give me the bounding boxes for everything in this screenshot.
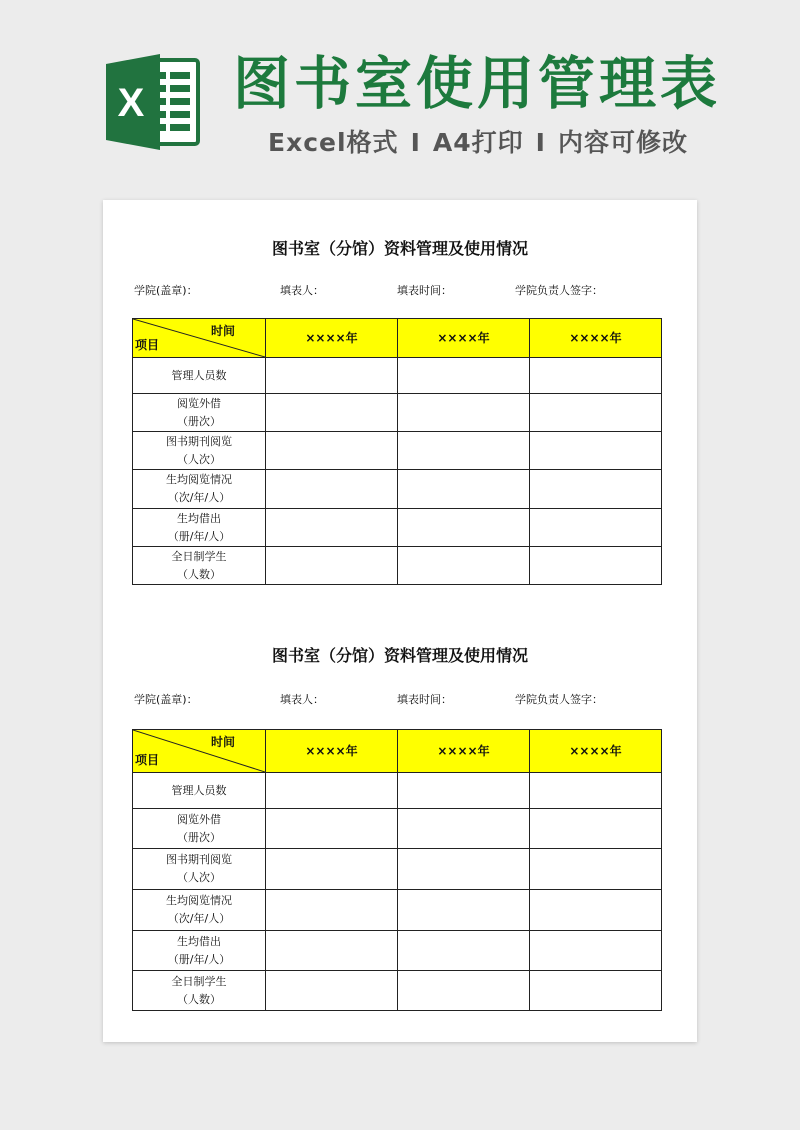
corner-time-label: 时间 — [210, 324, 235, 338]
data-cell[interactable] — [398, 547, 530, 585]
data-cell[interactable] — [398, 394, 530, 432]
row-label-unit: （册次） — [177, 414, 221, 428]
data-cell[interactable] — [398, 890, 530, 931]
row-label-unit: （册次） — [177, 830, 221, 844]
section-title: 图书室（分馆）资料管理及使用情况 — [271, 239, 528, 258]
corner-cell — [133, 730, 266, 773]
data-cell[interactable] — [530, 890, 662, 931]
year-column-header: ××××年 — [530, 319, 662, 358]
table-row — [133, 809, 662, 849]
row-label — [133, 890, 266, 931]
data-cell[interactable] — [398, 931, 530, 971]
row-label-unit: （人数） — [177, 992, 221, 1006]
data-cell[interactable] — [398, 358, 530, 394]
data-cell[interactable] — [266, 890, 398, 931]
header-banner — [0, 0, 800, 190]
row-label — [133, 849, 266, 890]
row-label — [133, 547, 266, 585]
data-cell[interactable] — [530, 547, 662, 585]
table-row — [133, 971, 662, 1011]
row-label-line: 生均借出 — [177, 511, 221, 525]
row-label-unit: （次/年/人） — [167, 912, 231, 925]
data-cell[interactable] — [398, 849, 530, 890]
excel-icon-letter: X — [117, 81, 145, 125]
page-title: 图书室使用管理表 — [233, 51, 721, 117]
table-row — [133, 547, 662, 585]
table-row — [133, 890, 662, 931]
data-cell[interactable] — [266, 971, 398, 1011]
data-cell[interactable] — [266, 849, 398, 890]
subtitle-editable: 内容可修改 — [557, 128, 688, 157]
data-cell[interactable] — [530, 394, 662, 432]
data-cell[interactable] — [266, 809, 398, 849]
fill-date-label: 填表时间： — [397, 284, 452, 297]
corner-time-label: 时间 — [210, 735, 235, 749]
data-cell[interactable] — [398, 809, 530, 849]
data-cell[interactable] — [398, 509, 530, 547]
row-label — [133, 809, 266, 849]
row-label-line: 图书期刊阅览 — [166, 853, 232, 866]
college-seal-label: 学院(盖章)： — [134, 284, 198, 297]
page-subtitle — [268, 126, 688, 160]
table-header-row — [133, 319, 662, 358]
document-sheet — [103, 200, 697, 1042]
row-label-unit: （次/年/人） — [167, 491, 231, 504]
year-column-header: ××××年 — [266, 319, 398, 358]
row-label — [133, 358, 266, 394]
row-label-line: 全日制学生 — [171, 549, 227, 563]
row-label — [133, 971, 266, 1011]
data-cell[interactable] — [266, 358, 398, 394]
row-label — [133, 931, 266, 971]
data-cell[interactable] — [398, 971, 530, 1011]
row-label-line: 管理人员数 — [171, 368, 227, 382]
table-row — [133, 849, 662, 890]
data-cell[interactable] — [530, 809, 662, 849]
data-cell[interactable] — [266, 432, 398, 470]
year-column-header: ××××年 — [530, 730, 662, 773]
leader-signature-label: 学院负责人签字： — [515, 284, 603, 297]
table-row — [133, 358, 662, 394]
row-label-line: 生均阅览情况 — [166, 473, 232, 486]
table-header-row — [133, 730, 662, 773]
row-label — [133, 773, 266, 809]
data-cell[interactable] — [266, 931, 398, 971]
data-cell[interactable] — [530, 358, 662, 394]
table-row — [133, 509, 662, 547]
corner-item-label: 项目 — [135, 753, 160, 767]
usage-table — [132, 729, 662, 1011]
subtitle-separator: I — [410, 128, 421, 157]
leader-signature-label: 学院负责人签字： — [515, 693, 603, 706]
data-cell[interactable] — [266, 547, 398, 585]
year-column-header: ××××年 — [398, 319, 530, 358]
corner-item-label: 项目 — [135, 338, 160, 352]
data-cell[interactable] — [530, 971, 662, 1011]
row-label-line: 管理人员数 — [171, 783, 227, 797]
row-label-unit: （册/年/人） — [167, 952, 231, 966]
row-label-unit: （人次） — [177, 452, 221, 466]
data-cell[interactable] — [530, 773, 662, 809]
fill-date-label: 填表时间： — [397, 693, 452, 706]
data-cell[interactable] — [398, 773, 530, 809]
row-label-unit: （人次） — [177, 871, 221, 884]
filler-label: 填表人： — [280, 284, 324, 297]
data-cell[interactable] — [530, 931, 662, 971]
subtitle-separator: I — [535, 128, 546, 157]
table-row — [133, 470, 662, 509]
row-label — [133, 509, 266, 547]
row-label-line: 阅览外借 — [177, 812, 221, 826]
year-column-header: ××××年 — [266, 730, 398, 773]
row-label-unit: （册/年/人） — [167, 529, 231, 543]
usage-table — [132, 318, 662, 585]
row-label — [133, 470, 266, 509]
subtitle-format: Excel格式 — [268, 128, 399, 157]
row-label — [133, 394, 266, 432]
data-cell[interactable] — [266, 394, 398, 432]
data-cell[interactable] — [398, 432, 530, 470]
section-title: 图书室（分馆）资料管理及使用情况 — [271, 646, 528, 665]
subtitle-print: A4打印 — [432, 128, 524, 157]
year-column-header: ××××年 — [398, 730, 530, 773]
filler-label: 填表人： — [280, 693, 324, 706]
college-seal-label: 学院(盖章)： — [134, 693, 198, 706]
table-row — [133, 931, 662, 971]
data-cell[interactable] — [266, 470, 398, 509]
row-label-line: 生均借出 — [177, 934, 221, 948]
data-cell[interactable] — [398, 470, 530, 509]
row-label-line: 图书期刊阅览 — [166, 434, 232, 448]
excel-icon — [104, 52, 202, 152]
data-cell[interactable] — [530, 432, 662, 470]
table-row — [133, 432, 662, 470]
table-row — [133, 394, 662, 432]
table-row — [133, 773, 662, 809]
row-label-unit: （人数） — [177, 567, 221, 581]
row-label — [133, 432, 266, 470]
data-cell[interactable] — [266, 773, 398, 809]
data-cell[interactable] — [530, 849, 662, 890]
data-cell[interactable] — [266, 509, 398, 547]
row-label-line: 生均阅览情况 — [166, 894, 232, 907]
row-label-line: 阅览外借 — [177, 396, 221, 410]
data-cell[interactable] — [530, 509, 662, 547]
corner-cell — [133, 319, 266, 358]
data-cell[interactable] — [530, 470, 662, 509]
row-label-line: 全日制学生 — [171, 974, 227, 988]
